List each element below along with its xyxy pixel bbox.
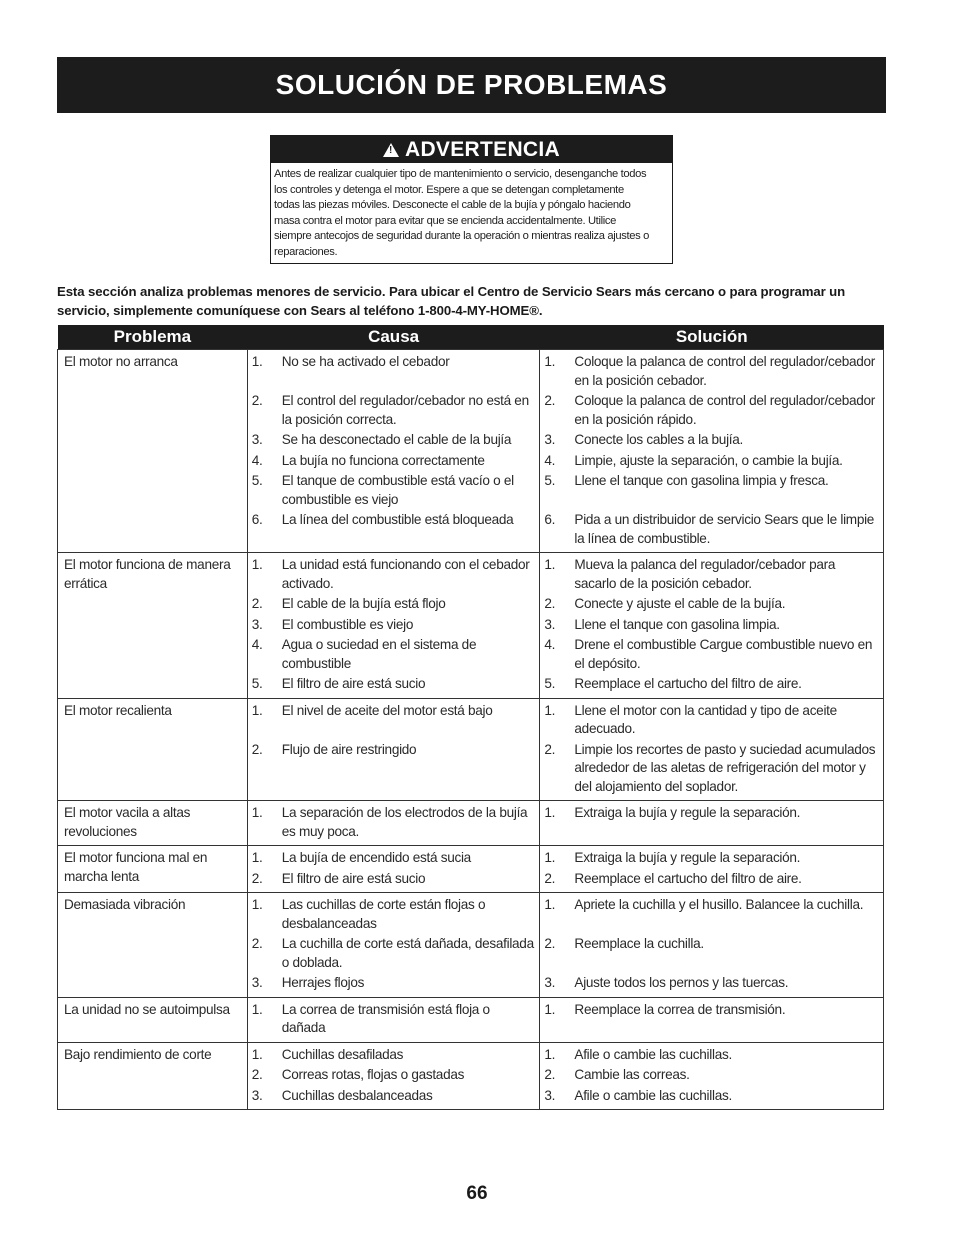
solution-list [540,553,883,698]
solution-text: Reemplace el cartucho del filtro de aire. [574,870,802,886]
solution-number: 2. [544,1067,556,1082]
solution-item [540,595,883,614]
section-banner [57,57,886,113]
solution-item [540,804,883,841]
warning-title: ADVERTENCIA [405,137,560,161]
solution-item [540,741,883,797]
solution-list [540,893,883,997]
cause-item [248,511,540,548]
cause-text: El combustible es viejo [281,616,414,632]
cause-item [248,675,540,694]
warning-box [270,135,673,264]
problem-text: El motor no arranca [64,354,178,369]
solution-text: Conecte y ajuste el cable de la bujía. [574,596,786,611]
problem-cell [58,553,248,699]
cause-number: 4. [251,452,263,468]
cause-text: No se ha activado el cebador [281,354,450,369]
solution-cell [540,1042,884,1110]
table-row [58,350,884,553]
solution-number: 3. [544,432,556,447]
cause-item [248,1046,540,1065]
cause-item [248,472,540,509]
solution-list [540,1043,883,1110]
cause-text: La línea del combustible está bloqueada [281,512,514,527]
cause-item [248,896,540,933]
solution-text: Afile o cambie las cuchillas. [574,1087,732,1103]
cause-item [248,702,540,739]
cause-item [248,974,540,993]
problem-text: El motor recalienta [64,702,172,718]
solution-item [540,1046,883,1065]
problem-text: Demasiada vibración [64,897,186,912]
solution-text: Cambie las correas. [574,1067,690,1082]
problem-cell [58,698,248,801]
cause-cell [247,893,540,998]
table-row [58,997,884,1042]
table-row [58,846,884,893]
solution-item [540,452,883,471]
cause-text: El tanque de combustible está vacío o el combustible es viejo [281,473,514,507]
problem-cell [58,893,248,998]
solution-text: Reemplace la correa de transmisión. [574,1001,786,1017]
cause-number: 1. [251,557,263,572]
solution-number: 2. [544,596,556,611]
solution-number: 1. [544,805,556,820]
cause-text: El filtro de aire está sucio [281,676,426,691]
solution-number: 3. [544,975,556,990]
solution-item [540,935,883,972]
cause-text: Agua o suciedad en el sistema de combustible [281,637,477,671]
cause-cell [247,350,540,553]
cause-item [248,1066,540,1085]
table-header-row [58,325,884,350]
cause-number: 5. [251,676,263,691]
solution-item [540,616,883,635]
cause-item [248,556,540,593]
cause-item [248,849,540,868]
solution-item [540,1001,883,1038]
solution-number: 2. [544,870,556,886]
solution-item [540,974,883,993]
header-solution: Solución [540,325,884,350]
cause-number: 3. [251,975,263,990]
cause-number: 1. [251,805,263,820]
solution-item [540,1087,883,1106]
warning-line: los controles y detenga el motor. Espere a que se detengan completamente [274,183,624,196]
solution-text: Reemplace el cartucho del filtro de aire. [574,676,802,691]
cause-text: El nivel de aceite del motor está bajo [281,702,493,718]
solution-item [540,556,883,593]
page-title: SOLUCIÓN DE PROBLEMAS [275,69,668,100]
cause-text: La cuchilla de corte está dañada, desafilada o doblada. [281,936,534,970]
cause-item [248,804,540,841]
cause-text: Las cuchillas de corte están flojas o desbalanceadas [281,897,486,931]
solution-text: Llene el tanque con gasolina limpia y fresca. [574,473,829,488]
solution-item [540,511,883,548]
cause-number: 1. [251,897,263,912]
cause-cell [247,801,540,846]
cause-cell [247,846,540,893]
cause-text: La bujía de encendido está sucia [281,850,471,865]
warning-line: todas las piezas móviles. Desconecte el cable de la bujía y póngalo haciendo [274,199,631,212]
solution-number: 5. [544,473,556,488]
cause-text: El filtro de aire está sucio [281,870,426,886]
problem-text: El motor funciona de manera errática [64,557,231,591]
cause-number: 1. [251,1001,263,1017]
cause-item [248,636,540,673]
solution-item [540,472,883,509]
solution-number: 1. [544,1001,556,1017]
solution-number: 1. [544,557,556,572]
cause-text: El cable de la bujía está flojo [281,596,446,611]
problem-text: El motor vacila a altas revoluciones [64,805,191,839]
solution-text: Ajuste todos los pernos y las tuercas. [574,975,789,990]
solution-text: Extraiga la bujía y regule la separación. [574,850,801,865]
cause-cell [247,1042,540,1110]
warning-text [271,163,672,261]
solution-text: Llene el motor con la cantidad y tipo de aceite adecuado. [574,702,837,736]
solution-item [540,896,883,933]
header-cause: Causa [247,325,540,350]
cause-number: 1. [251,354,263,369]
cause-cell [247,698,540,801]
cause-number: 2. [251,393,263,408]
problem-text: La unidad no se autoimpulsa [64,1001,230,1017]
cause-item [248,616,540,635]
cause-number: 1. [251,850,263,865]
solution-text: Limpie los recortes de pasto y suciedad acumulados alrededor de las aletas de refrigeración del motor y del alojamiento del soplador. [574,741,876,794]
problem-cell [58,997,248,1042]
problem-cell [58,350,248,553]
solution-item [540,431,883,450]
cause-item [248,741,540,797]
solution-cell [540,553,884,699]
solution-number: 6. [544,512,556,527]
problem-text: Bajo rendimiento de corte [64,1046,212,1062]
solution-text: Apriete la cuchilla y el husillo. Balancee la cuchilla. [574,897,864,912]
cause-text: La correa de transmisión está floja o dañada [281,1001,490,1035]
solution-number: 4. [544,637,556,652]
solution-number: 1. [544,702,556,718]
solution-number: 1. [544,1046,556,1062]
solution-text: Conecte los cables a la bujía. [574,432,744,447]
problem-cell [58,846,248,893]
cause-number: 2. [251,596,263,611]
cause-item [248,1087,540,1106]
solution-list [540,699,883,801]
solution-cell [540,698,884,801]
header-problem: Problema [58,325,248,350]
cause-number: 4. [251,637,263,652]
solution-cell [540,997,884,1042]
solution-number: 2. [544,741,556,757]
solution-number: 1. [544,354,556,369]
table-row [58,698,884,801]
solution-text: Coloque la palanca de control del regulador/cebador en la posición cebador. [574,354,876,388]
solution-text: Limpie, ajuste la separación, o cambie la bujía. [574,452,843,468]
solution-item [540,1066,883,1085]
cause-number: 2. [251,870,263,886]
solution-number: 5. [544,676,556,691]
solution-item [540,870,883,889]
solution-text: Drene el combustible Cargue combustible nuevo en el depósito. [574,637,873,671]
solution-number: 1. [544,850,556,865]
solution-list [540,801,883,845]
solution-number: 1. [544,897,556,912]
cause-list [248,350,540,552]
cause-item [248,935,540,972]
cause-number: 1. [251,1046,263,1062]
solution-text: Llene el tanque con gasolina limpia. [574,616,780,632]
problem-cell [58,1042,248,1110]
cause-cell [247,997,540,1042]
cause-list [248,801,540,845]
cause-number: 2. [251,1067,263,1082]
table-row [58,801,884,846]
problem-text: El motor funciona mal en marcha lenta [64,850,208,884]
cause-number: 6. [251,512,263,527]
solution-item [540,675,883,694]
cause-item [248,1001,540,1038]
cause-list [248,998,540,1042]
solution-text: Pida a un distribuidor de servicio Sears que le limpie la línea de combustible. [574,512,875,546]
cause-list [248,893,540,997]
solution-number: 3. [544,1087,556,1103]
warning-line: reparaciones. [274,245,338,258]
cause-text: La bujía no funciona correctamente [281,452,485,468]
table-row [58,1042,884,1110]
solution-number: 3. [544,616,556,632]
cause-text: La unidad está funcionando con el cebador activado. [281,557,530,591]
solution-item [540,849,883,868]
solution-item [540,702,883,739]
solution-cell [540,893,884,998]
cause-text: El control del regulador/cebador no está en la posición correcta. [281,393,529,427]
warning-header [271,136,672,163]
solution-cell [540,846,884,893]
solution-item [540,353,883,390]
cause-number: 3. [251,432,263,447]
cause-list [248,846,540,892]
table-row [58,893,884,998]
troubleshooting-table [57,325,884,1110]
solution-cell [540,801,884,846]
intro-paragraph: Esta sección analiza problemas menores de servicio. Para ubicar el Centro de Servicio Sears más cercano o para programar un servicio, simplemente comuníquese con Sears al teléfono 1-800-4-MY-HOME®. [57,284,846,318]
cause-number: 2. [251,936,263,951]
solution-list [540,846,883,892]
table-body [58,350,884,1110]
solution-number: 2. [544,393,556,408]
warning-line: Antes de realizar cualquier tipo de mantenimiento o servicio, desenganche todos [274,168,647,180]
problem-cell [58,801,248,846]
solution-list [540,350,883,552]
cause-text: Se ha desconectado el cable de la bujía [281,432,512,447]
cause-number: 5. [251,473,263,488]
cause-text: Flujo de aire restringido [281,741,417,757]
cause-number: 2. [251,741,263,757]
solution-text: Afile o cambie las cuchillas. [574,1046,732,1062]
cause-item [248,353,540,390]
cause-number: 3. [251,616,263,632]
cause-item [248,595,540,614]
cause-text: La separación de los electrodos de la bujía es muy poca. [281,805,528,839]
page-number: 66 [466,1183,488,1204]
warning-line: siempre antecojos de seguridad durante la operación o mientras realiza ajustes o [274,230,649,243]
solution-item [540,392,883,429]
cause-item [248,392,540,429]
table-row [58,553,884,699]
cause-text: Correas rotas, flojas o gastadas [281,1067,465,1082]
cause-text: Herrajes flojos [281,975,365,990]
cause-number: 3. [251,1087,263,1103]
cause-text: Cuchillas desafiladas [281,1046,404,1062]
cause-list [248,553,540,698]
solution-number: 2. [544,936,556,951]
cause-cell [247,553,540,699]
warning-triangle-icon [383,143,399,157]
cause-item [248,452,540,471]
solution-text: Coloque la palanca de control del regulador/cebador en la posición rápido. [574,393,876,427]
cause-list [248,699,540,801]
solution-list [540,998,883,1042]
solution-number: 4. [544,452,556,468]
solution-text: Reemplace la cuchilla. [574,936,704,951]
cause-item [248,431,540,450]
solution-item [540,636,883,673]
cause-list [248,1043,540,1110]
solution-text: Extraiga la bujía y regule la separación. [574,805,801,820]
cause-text: Cuchillas desbalanceadas [281,1087,433,1103]
warning-line: masa contra el motor para evitar que se encienda accidentalmente. Utilice [274,214,616,227]
cause-number: 1. [251,702,263,718]
solution-cell [540,350,884,553]
solution-text: Mueva la palanca del regulador/cebador para sacarlo de la posición cebador. [574,557,836,591]
cause-item [248,870,540,889]
